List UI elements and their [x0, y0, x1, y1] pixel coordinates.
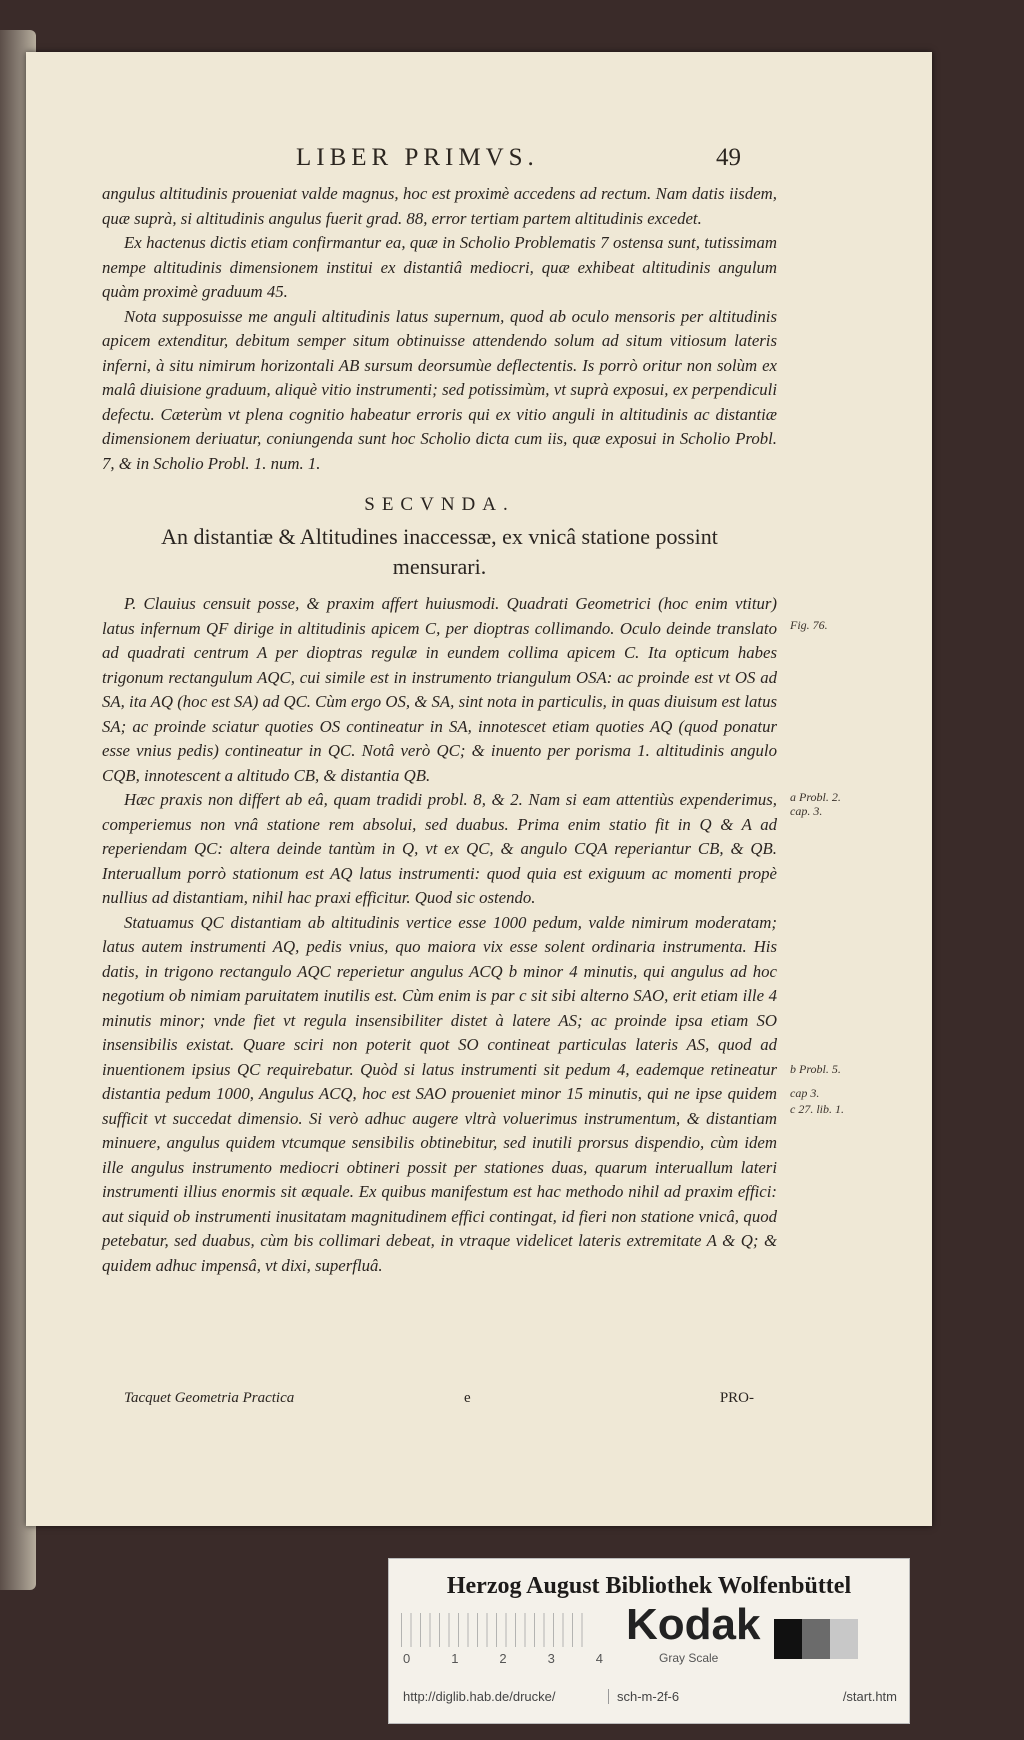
library-title: Herzog August Bibliothek Wolfenbüttel — [446, 1573, 852, 1599]
body-text — [102, 182, 777, 1278]
book-page — [26, 52, 932, 1526]
paragraph: angulus altitudinis proueniat valde magnus, hoc est proximè accedens ad rectum. Nam datis iisdem, quæ suprà, si altitudinis angulus fuerit grad. 88, error tertiam partem altitudinis excedet. — [102, 184, 777, 228]
gray-swatch-black — [774, 1619, 802, 1659]
kodak-logo: Kodak — [626, 1600, 761, 1649]
page-footer — [124, 1390, 754, 1412]
paragraph: Statuamus QC distantiam ab altitudinis vertice esse 1000 pedum, valde nimirum moderatam; latus autem instrumenti AQ, pedis vnius, quo maiora vix esse solent ordinaria instrumenta. His datis, in trigono rectangulo AQC reperietur angulus ACQ b minor 4 minutis, qui angulus ad hoc negotium ob nimiam paruitatem inutilis est. Cùm enim is par c sit sibi alterno SAO, erit etiam ille 4 minutis minor; vnde fiet vt regula insensibiliter distet à latere AS; ac proinde ipsa etiam SO insensibilis existat. Quare sciri non poterit quot SO contineat particulas lateris AS, quod ad inuentionem ipsius QC requirebatur. Quòd si latus instrumenti sit pedum 4, eademque retineatur distantia pedum 1000, Angulus ACQ, hoc est SAO proueniet minor 15 minutis, qui ne ipse quidem sufficit vt succedat dimensio. Si verò adhuc augere vltrà voluerimus instrumentum, & distantiam minuere, angulus quidem vtcumque sensibilis obtinebitur, sed inutili prorsus dispendio, cùm idem ille angulus instrumento mediocri obtineri possit per stationes duas, quarum interuallum lateri instrumenti illius enormis sit æquale. Ex quibus manifestum est hac methodo nihil ad praxim effici: aut siquid ob instrumenti inusitatam magnitudinem effici contingat, id fieri non statione vnicâ, quod petebatur, sed duabus, cùm bis collimari debeat, in vtraque videlicet lateris extremitate A & Q; & quidem adhuc impensâ, vt dixi, superfluâ. — [102, 912, 777, 1275]
section-title: An distantiæ & Altitudines inaccessæ, ex vnicâ statione possint mensurari. — [161, 524, 718, 579]
gray-swatch-light — [830, 1619, 858, 1659]
scale-number: 1 — [451, 1651, 459, 1666]
catchword: PRO- — [719, 1390, 754, 1406]
section-heading: SECVNDA. — [364, 494, 515, 515]
margin-note-b: b Probl. 5. — [790, 1062, 841, 1076]
scale-number: 4 — [595, 1651, 603, 1666]
scale-numbers — [403, 1651, 603, 1666]
margin-note-a: a Probl. 2. cap. 3. — [790, 790, 841, 818]
signature-mark: e — [464, 1390, 471, 1406]
ruler-scale — [401, 1613, 591, 1647]
paragraph: Nota supposuisse me anguli altitudinis latus supernum, quod ab oculo mensoris per altitudinis apicem extenditur, debitum semper situm obtinuisse attendendo solum ad situm vitiosum lateris inferni, à situ nimirum horizontali AB sursum deorsumùe deflectentis. Is porrò oritur non solùm ex malâ diuisione graduum, aliquè vitio instrumenti; sed potissimùm, vt suprà exposui, ex perpendiculi defectu. Cæterùm vt plena cognitio habeatur erroris qui ex vitio anguli in altitudinis ac distantiæ dimensionem deriuatur, coniungenda sunt hoc Scholio dicta cum iis, quæ exposui in Scholio Probl. 7, & in Scholio Probl. 1. num. 1. — [102, 306, 777, 473]
start-page-link[interactable]: /start.htm — [842, 1689, 897, 1704]
running-title: LIBER PRIMVS. — [296, 144, 539, 171]
page-number: 49 — [716, 144, 741, 171]
shelfmark-link[interactable]: sch-m-2f-6 — [608, 1689, 679, 1704]
page-header — [26, 144, 932, 180]
gray-swatch-mid — [802, 1619, 830, 1659]
scale-number: 3 — [547, 1651, 555, 1666]
margin-note-c1: cap 3. — [790, 1086, 820, 1100]
margin-note-figure: Fig. 76. — [790, 618, 828, 632]
margin-note-c2: c 27. lib. 1. — [790, 1102, 844, 1116]
paragraph: P. Clauius censuit posse, & praxim affert huiusmodi. Quadrati Geometrici (hoc enim vtitur) latus infernum QF dirige in altitudinis apicem C, per dioptras collimando. Oculo deinde translato ad quadrati centrum A per dioptras regulæ in eundem collima apicem C. Ita opticum habes trigonum rectangulum AQC, cui simile est in instrumento triangulum OSA: ac proinde est vt OS ad SA, ita AQ (hoc est SA) ad QC. Cùm ergo OS, & SA, sint nota in particulis, in quas diuisum est latus SA; ac proinde sciatur quoties OS contineatur in SA, innotescet etiam quoties AQ (quod ponatur esse vnius pedis) contineatur in QC. Notâ verò QC; & inuento per porisma 1. altitudinis angulo CQB, innotescent a altitudo CB, & distantia QB. — [102, 594, 777, 785]
scale-number: 0 — [403, 1651, 411, 1666]
library-url-link[interactable]: http://diglib.hab.de/drucke/ — [403, 1689, 556, 1704]
color-calibration-target — [388, 1558, 910, 1724]
paragraph: Hæc praxis non differt ab eâ, quam tradidi probl. 8, & 2. Nam si eam attentiùs expenderimus, comperiemus non vnâ statione rem absolui, sed duabus. Prima enim statio fit in Q & A ad reperiendam QC: altera deinde tantùm in Q, vt ex QC, & angulo CQA reperiantur CB, & QB. Interuallum porrò stationum est AQ latus instrumenti: quod quia est exiguum ac momenti propè nullius ad distantiam, nihil hac praxi efficitur. Quod sic ostendo. — [102, 790, 777, 907]
target-links — [403, 1689, 897, 1709]
signature-line: Tacquet Geometria Practica — [124, 1390, 295, 1406]
gray-scale-label: Gray Scale — [659, 1651, 719, 1665]
scale-number: 2 — [499, 1651, 507, 1666]
paragraph: Ex hactenus dictis etiam confirmantur ea, quæ in Scholio Problematis 7 ostensa sunt, tutissimam nempe altitudinis dimensionem institui ex distantiâ mediocri, quæ exhibeat altitudinis angulum quàm proximè graduum 45. — [102, 233, 777, 301]
